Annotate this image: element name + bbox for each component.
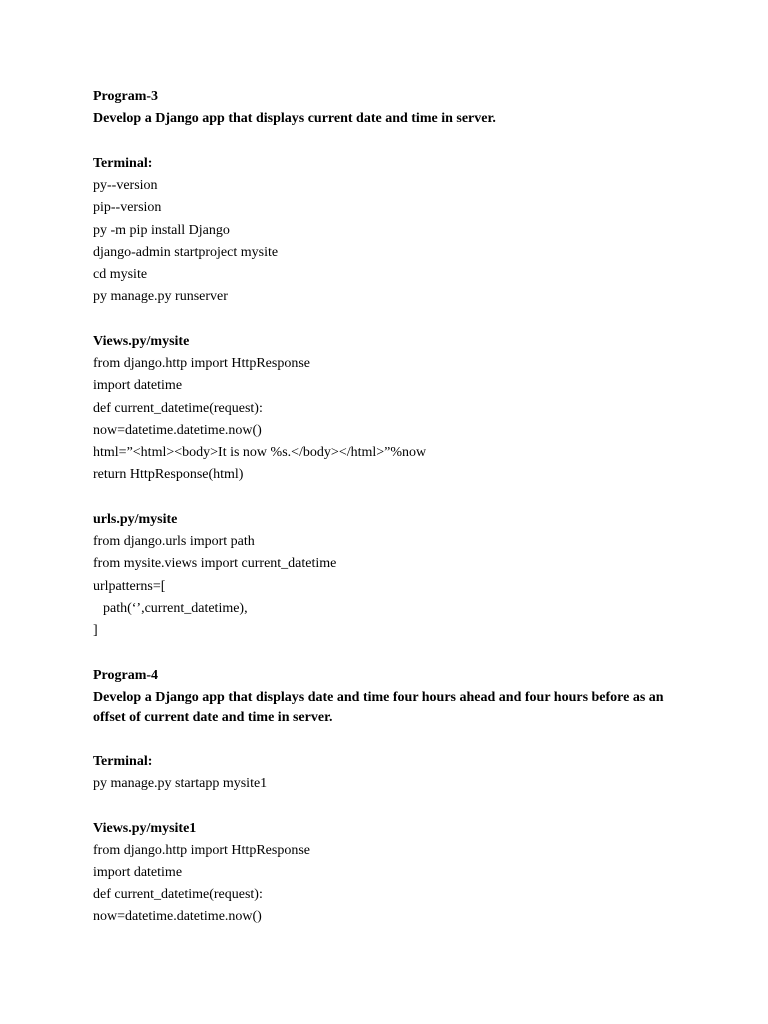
code-line: from django.http import HttpResponse [93, 356, 310, 372]
terminal-line: py--version [93, 178, 158, 194]
terminal-line: cd mysite [93, 267, 148, 283]
program-3-terminal-heading: Terminal: [93, 156, 153, 171]
terminal-line: pip--version [93, 200, 162, 216]
code-line: now=datetime.datetime.now() [93, 422, 262, 438]
program-3-views-heading: Views.py/mysite [93, 334, 190, 350]
code-line: path(‘’,current_datetime), [103, 600, 248, 616]
spacer [93, 642, 693, 665]
code-line: import datetime [93, 865, 183, 881]
program-4-views-heading: Views.py/mysite1 [93, 820, 197, 836]
code-line: return HttpResponse(html) [93, 467, 244, 483]
terminal-line: django-admin startproject mysite [93, 244, 279, 260]
terminal-line: py manage.py runserver [93, 289, 228, 305]
spacer [93, 728, 693, 751]
code-line: from mysite.views import current_datetime [93, 556, 337, 572]
code-line: urlpatterns=[ [93, 578, 166, 594]
code-line: html=”<html><body>It is now %s.</body></html>”%now [93, 445, 427, 461]
code-line: from django.http import HttpResponse [93, 842, 310, 858]
code-line: from django.urls import path [93, 534, 255, 550]
program-4-terminal-heading: Terminal: [93, 753, 153, 769]
program-3-title: Program-3 [93, 89, 159, 104]
terminal-line: py -m pip install Django [93, 222, 230, 238]
program-3-description: Develop a Django app that displays current date and time in server. [93, 111, 496, 127]
spacer [93, 308, 693, 331]
code-line: import datetime [93, 378, 183, 394]
code-line: def current_datetime(request): [93, 400, 263, 416]
program-4-description: Develop a Django app that displays date and time four hours ahead and four hours before as an offset of current date and time in server. [93, 690, 664, 725]
spacer [93, 795, 693, 818]
program-4-title: Program-4 [93, 667, 159, 683]
document-page [93, 86, 693, 929]
spacer [93, 486, 693, 509]
spacer [93, 130, 693, 153]
program-3-urls-heading: urls.py/mysite [93, 512, 178, 528]
code-line: def current_datetime(request): [93, 887, 263, 903]
code-line: now=datetime.datetime.now() [93, 909, 262, 925]
code-line: ] [93, 623, 98, 639]
terminal-line: py manage.py startapp mysite1 [93, 775, 268, 791]
